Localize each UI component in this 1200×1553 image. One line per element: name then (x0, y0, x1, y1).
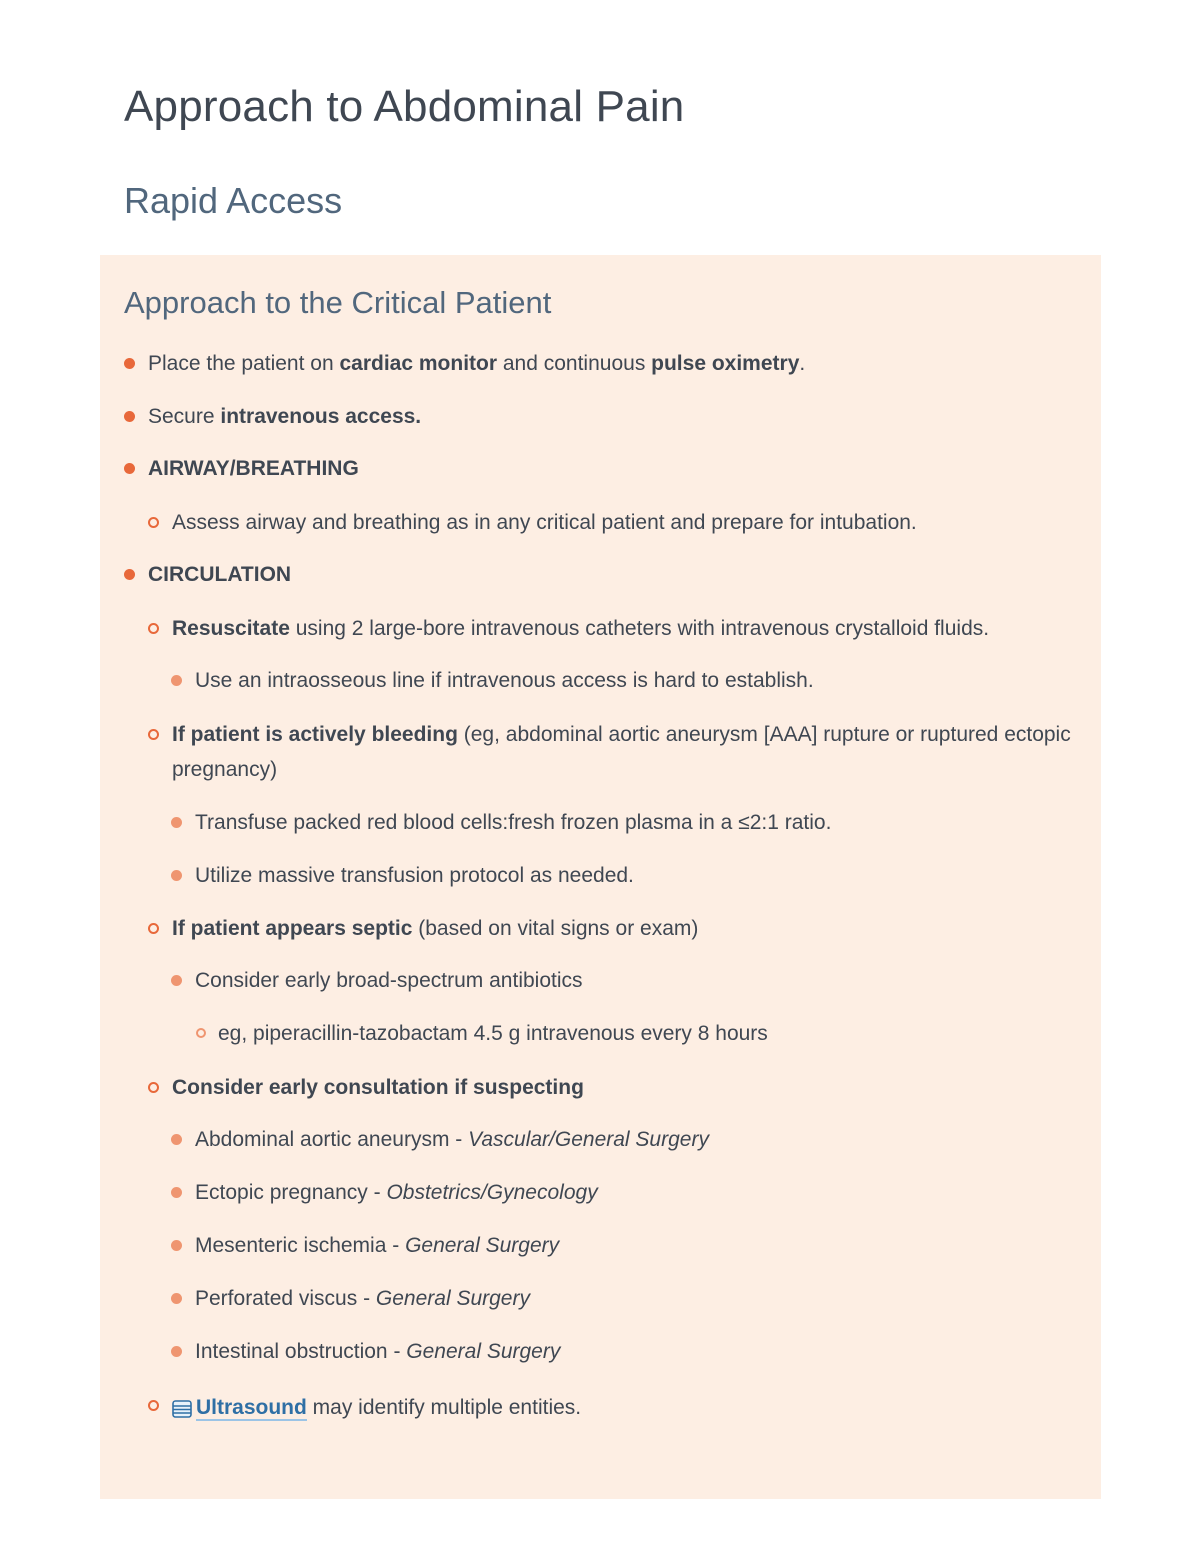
list-item (195, 1228, 1115, 1263)
bullet-icon (124, 463, 135, 474)
table-icon[interactable] (172, 1400, 192, 1418)
list-item (195, 1122, 1115, 1157)
item-bold: pulse oximetry (651, 352, 800, 375)
ring-bullet-icon (148, 623, 159, 634)
bullet-icon (171, 1293, 182, 1304)
list-item (172, 505, 1092, 540)
bullet-icon (124, 358, 135, 369)
bullet-icon (171, 1187, 182, 1198)
item-bold: AIRWAY/BREATHING (148, 457, 359, 480)
item-text: Use an intraosseous line if intravenous access is hard to establish. (195, 669, 814, 692)
panel-title: Approach to the Critical Patient (124, 285, 552, 320)
list-item (195, 963, 1115, 998)
item-text: . (799, 352, 806, 375)
item-text: Transfuse packed red blood cells:fresh frozen plasma in a ≤2:1 ratio. (195, 811, 832, 834)
item-text: (eg, abdominal aortic aneurysm [AAA] rupture or ruptured ectopic pregnancy) (172, 723, 1071, 781)
list-item (148, 346, 1068, 381)
bullet-icon (171, 870, 182, 881)
item-text: (based on vital signs or exam) (412, 917, 699, 940)
list-item (148, 557, 1068, 592)
item-bold: Consider early consultation if suspecting (172, 1076, 584, 1099)
bullet-icon (171, 1134, 182, 1145)
list-item (172, 717, 1077, 787)
bullet-icon (171, 675, 182, 686)
page-title: Approach to Abdominal Pain (124, 82, 685, 131)
item-bold: CIRCULATION (148, 563, 292, 586)
list-item (172, 1390, 1092, 1425)
list-item (195, 805, 1115, 840)
item-text: Assess airway and breathing as in any critical patient and prepare for intubation. (172, 511, 917, 534)
item-text: using 2 large-bore intravenous catheters with intravenous crystalloid fluids. (289, 617, 990, 640)
critical-patient-panel (100, 255, 1101, 1499)
list-item (195, 858, 1115, 893)
item-bold: If patient is actively bleeding (172, 723, 458, 746)
item-text: Consider early broad-spectrum antibiotics (195, 969, 583, 992)
list-item (172, 1070, 1092, 1105)
ring-bullet-icon (148, 729, 159, 740)
ring-bullet-icon (148, 1400, 159, 1411)
ring-bullet-icon (196, 1028, 206, 1038)
list-item (148, 451, 1068, 486)
bullet-icon (171, 817, 182, 828)
list-item (195, 1334, 1115, 1369)
item-text: Place the patient on (148, 352, 340, 375)
list-item (195, 663, 1115, 698)
ultrasound-link[interactable]: Ultrasound (196, 1396, 307, 1419)
section-title: Rapid Access (124, 180, 343, 221)
item-bold: cardiac monitor (339, 352, 498, 375)
item-bold: If patient appears septic (172, 917, 413, 940)
list-item (195, 1281, 1115, 1316)
list-item (218, 1016, 1138, 1051)
item-bold: intravenous access. (220, 405, 422, 428)
bullet-icon (171, 1240, 182, 1251)
item-text: Intestinal obstruction - (195, 1340, 407, 1363)
item-text: Ectopic pregnancy - (195, 1181, 387, 1204)
specialty-text: Obstetrics/Gynecology (386, 1181, 598, 1204)
bullet-icon (171, 1346, 182, 1357)
item-text: Abdominal aortic aneurysm - (195, 1128, 469, 1151)
ring-bullet-icon (148, 923, 159, 934)
item-text: and continuous (497, 352, 652, 375)
specialty-text: General Surgery (375, 1287, 530, 1310)
list-item (195, 1175, 1115, 1210)
list-item (148, 399, 1068, 434)
item-text: may identify multiple entities. (306, 1396, 582, 1419)
item-bold: Resuscitate (172, 617, 290, 640)
item-text: Mesenteric ischemia - (195, 1234, 406, 1257)
ring-bullet-icon (148, 517, 159, 528)
specialty-text: General Surgery (406, 1340, 561, 1363)
specialty-text: General Surgery (405, 1234, 560, 1257)
bullet-icon (171, 975, 182, 986)
item-text: Perforated viscus - (195, 1287, 376, 1310)
list-item (172, 911, 1092, 946)
list-item (172, 611, 1092, 646)
item-text: eg, piperacillin-tazobactam 4.5 g intravenous every 8 hours (218, 1022, 768, 1045)
item-text: Utilize massive transfusion protocol as needed. (195, 864, 634, 887)
bullet-icon (124, 411, 135, 422)
ring-bullet-icon (148, 1082, 159, 1093)
specialty-text: Vascular/General Surgery (468, 1128, 709, 1151)
bullet-icon (124, 569, 135, 580)
item-text: Secure (148, 405, 221, 428)
